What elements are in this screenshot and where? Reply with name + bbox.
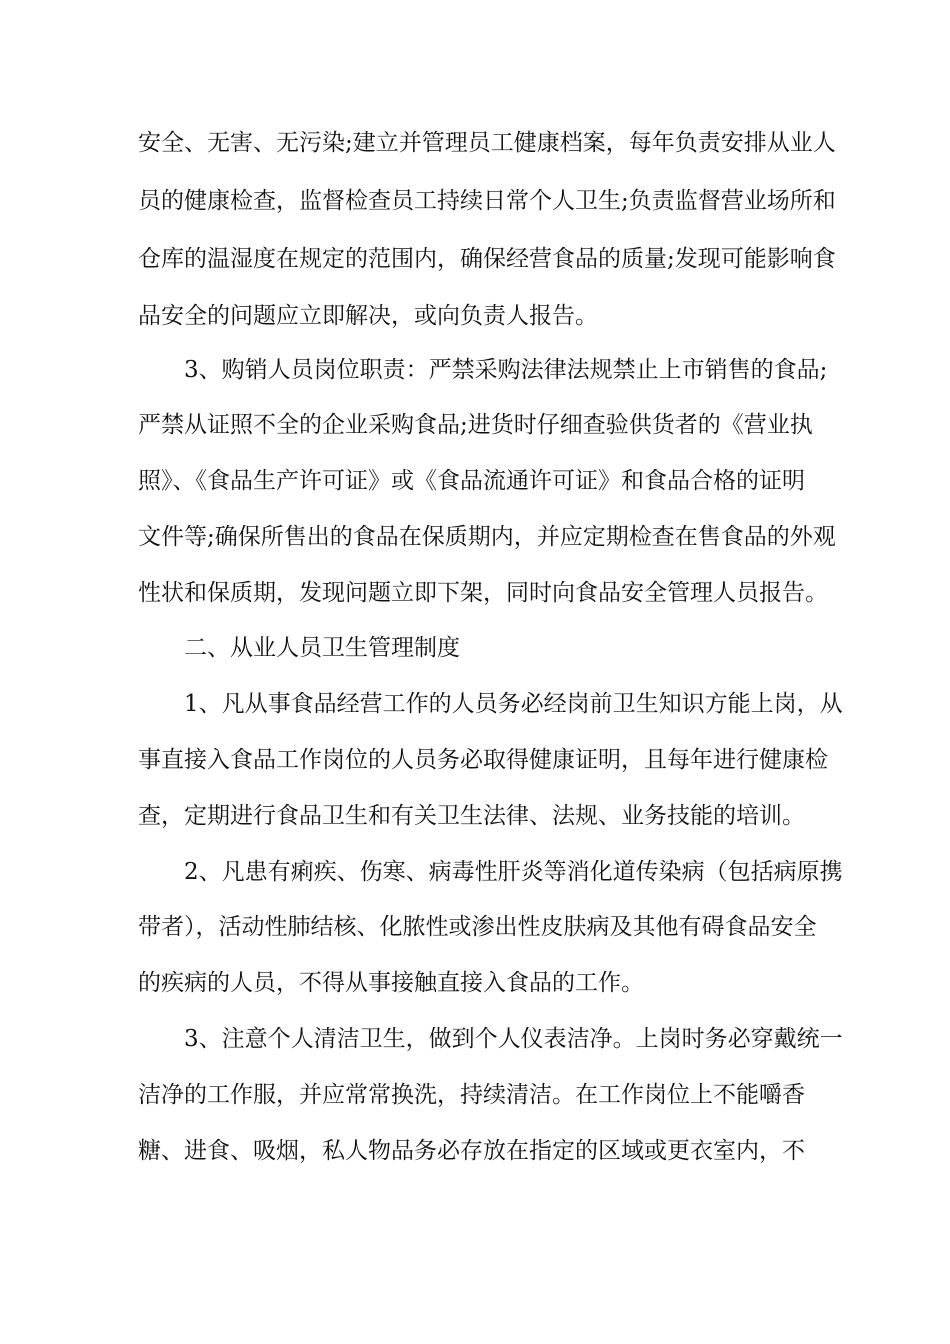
body-text-line: 照》、《食品生产许可证》或《食品流通许可证》和食品合格的证明 bbox=[138, 468, 805, 494]
body-text-line: 性状和保质期，发现问题立即下架，同时向食品安全管理人员报告。 bbox=[138, 580, 828, 606]
body-text-line: 仓库的温湿度在规定的范围内，确保经营食品的质量;发现可能影响食 bbox=[138, 246, 836, 272]
paragraph-first-line: 1、凡从事食品经营工作的人员务必经岗前卫生知识方能上岗，从 bbox=[184, 691, 843, 717]
body-text-line: 查，定期进行食品卫生和有关卫生法律、法规、业务技能的培训。 bbox=[138, 803, 805, 829]
paragraph-first-line: 3、注意个人清洁卫生，做到个人仪表洁净。上岗时务必穿戴统一 bbox=[184, 1026, 843, 1052]
paragraph-first-line: 3、购销人员岗位职责：严禁采购法律法规禁止上市销售的食品; bbox=[184, 357, 828, 383]
body-text-line: 洁净的工作服，并应常常换洗，持续清洁。在工作岗位上不能嚼香 bbox=[138, 1082, 805, 1108]
body-text-line: 带者），活动性肺结核、化脓性或渗出性皮肤病及其他有碍食品安全 bbox=[138, 914, 817, 940]
body-text-line: 安全、无害、无污染;建立并管理员工健康档案，每年负责安排从业人 bbox=[138, 130, 836, 156]
body-text-line: 严禁从证照不全的企业采购食品;进货时仔细查验供货者的《营业执 bbox=[138, 412, 813, 438]
body-text-line: 的疾病的人员，不得从事接触直接入食品的工作。 bbox=[138, 970, 644, 996]
body-text-line: 员的健康检查，监督检查员工持续日常个人卫生;负责监督营业场所和 bbox=[138, 188, 836, 214]
section-heading: 二、从业人员卫生管理制度 bbox=[184, 635, 460, 661]
body-text-line: 品安全的问题应立即解决，或向负责人报告。 bbox=[138, 303, 598, 329]
paragraph-first-line: 2、凡患有痢疾、伤寒、病毒性肝炎等消化道传染病（包括病原携 bbox=[184, 859, 843, 885]
body-text-line: 糖、进食、吸烟，私人物品务必存放在指定的区域或更衣室内，不 bbox=[138, 1138, 805, 1164]
body-text-line: 文件等;确保所售出的食品在保质期内，并应定期检查在售食品的外观 bbox=[138, 524, 836, 550]
body-text-line: 事直接入食品工作岗位的人员务必取得健康证明，且每年进行健康检 bbox=[138, 747, 828, 773]
